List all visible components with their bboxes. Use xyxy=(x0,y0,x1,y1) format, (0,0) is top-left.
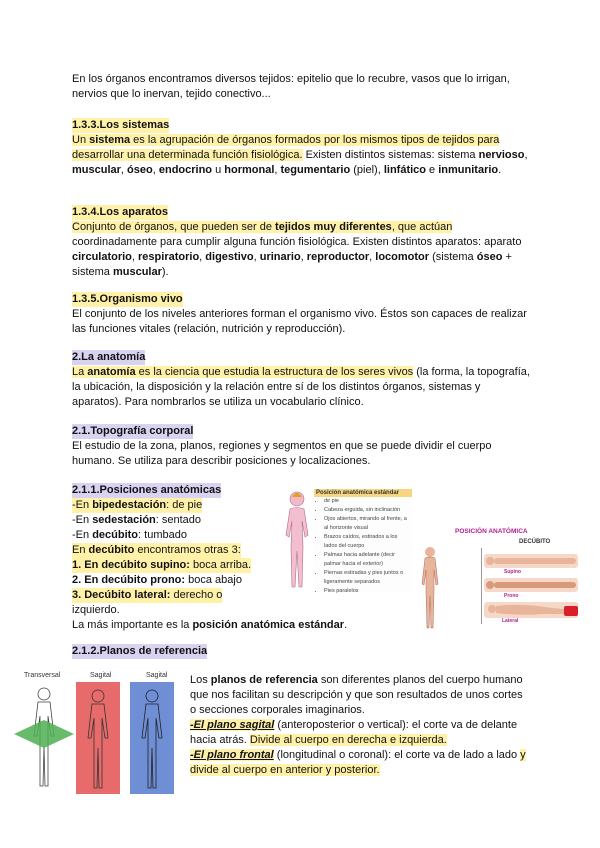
list-item: • Ojos abiertos, mirando al frente, a al horizonte visual xyxy=(324,515,412,533)
organismo-paragraph: El conjunto de los niveles anteriores forman el organismo vivo. Éstos son capaces de realizar las funciones vitales (relación, nutrición y reproducción). xyxy=(72,308,527,335)
decubito-panel xyxy=(481,548,582,624)
pos-line-3: -En decúbito: tumbado xyxy=(72,529,187,541)
pos-line-2: -En sedestación: sentado xyxy=(72,514,202,526)
plane-label-2: Sagital xyxy=(90,672,112,679)
list-item: • Pies paralelos xyxy=(324,587,412,596)
list-item: • Palmas hacia adelante (decir palmar hacia el exterior) xyxy=(324,551,412,569)
figure-planos xyxy=(14,672,182,794)
section-planos-text xyxy=(190,673,530,778)
pos-line-6: 2. En decúbito prono: boca abajo xyxy=(72,574,242,586)
heading-sistemas: 1.3.3.Los sistemas xyxy=(72,119,170,131)
body-sagittal-red xyxy=(76,682,120,794)
standard-position-title: Posición anatómica estándar xyxy=(314,489,412,497)
anatomia-paragraph: La anatomía es la ciencia que estudia la estructura de los seres vivos (la forma, la topografía, la ubicación, la disposición y la relación entre sí de los distintos órganos, sistemas y aparatos). Para nombrarlos se utiliza un vocabulario clínico. xyxy=(72,366,530,408)
sistemas-paragraph: Un sistema es la agrupación de órganos formados por los mismos tipos de tejidos para desarrollar una determinada función fisiológica. Existen distintos sistemas: sistema nervioso, muscular, óseo, endocrino u hormonal, tegumentario (piel), linfático e inmunitario. xyxy=(72,134,528,176)
list-item: • Cabeza erguida, sin inclinación xyxy=(324,506,412,515)
decubito-title: POSICIÓN ANATÓMICA xyxy=(455,528,528,535)
body-sagittal-blue xyxy=(130,682,174,794)
heading-topografia: 2.1.Topografía corporal xyxy=(72,425,194,437)
heading-planos: 2.1.2.Planos de referencia xyxy=(72,645,208,657)
section-anatomia xyxy=(72,350,532,410)
decubito-subtitle: DECÚBITO xyxy=(519,539,551,545)
list-item: • Piernas estiradas y pies juntos o ligeramente separados xyxy=(324,569,412,587)
figure-decubito xyxy=(415,528,583,626)
body-transverse xyxy=(14,688,74,786)
pos-line-4: En decúbito encontramos otras 3: xyxy=(72,544,241,556)
heading-aparatos: 1.3.4.Los aparatos xyxy=(72,206,168,218)
section-sistemas xyxy=(72,118,532,178)
pos-line-9: La más importante es la posición anatómica estándar. xyxy=(72,619,348,631)
section-organismo xyxy=(72,292,532,337)
list-item: • Brazos caídos, estirados a los lados del cuerpo xyxy=(324,533,412,551)
anatomical-figure xyxy=(415,544,445,632)
standard-position-card xyxy=(314,489,412,593)
plane-label-1: Transversal xyxy=(24,672,61,679)
planos-paragraph-frontal: -El plano frontal (longitudinal o coronal): el corte va de lado a lado y divide al cuerpo en anterior y posterior. xyxy=(190,749,526,776)
planos-paragraph-sagital: -El plano sagital (anteroposterior o vertical): el corte va de delante hacia atrás. Divide al cuerpo en derecha e izquierda. xyxy=(190,719,518,746)
standard-position-list xyxy=(314,497,412,596)
label-prono: Prono xyxy=(504,593,519,599)
figure-posicion-estandar xyxy=(272,487,414,599)
plane-label-3: Sagital xyxy=(146,672,168,679)
pos-line-1: -En bipedestación: de pie xyxy=(72,499,203,511)
lying-bodies xyxy=(482,548,582,624)
list-item: • de pie xyxy=(324,497,412,506)
heading-anatomia: 2.La anatomía xyxy=(72,351,146,363)
heading-organismo: 1.3.5.Organismo vivo xyxy=(72,293,183,305)
heading-posiciones: 2.1.1.Posiciones anatómicas xyxy=(72,484,222,496)
label-supino: Supino xyxy=(504,569,521,575)
pos-line-5: 1. En decúbito supino: boca arriba. xyxy=(72,559,252,571)
aparatos-paragraph: Conjunto de órganos, que pueden ser de tejidos muy diferentes, que actúan coordinadamente para cumplir alguna función fisiológica. Existen distintos aparatos: aparato circulatorio, respiratorio, digestivo, urinario, reproductor, locomotor (sistema óseo + sistema muscular). xyxy=(72,221,522,278)
label-lateral: Lateral xyxy=(502,618,519,624)
section-aparatos xyxy=(72,205,532,280)
planes-illustration xyxy=(14,682,182,794)
pos-line-7: 3. Decúbito lateral: derecho o xyxy=(72,589,223,601)
intro-paragraph: En los órganos encontramos diversos tejidos: epitelio que lo recubre, vasos que lo irrigan, nervios que lo inervan, tejido conectivo... xyxy=(72,73,510,100)
topografia-paragraph: El estudio de la zona, planos, regiones y segmentos en que se puede dividir el cuerpo humano. Se utiliza para describir posiciones y localizaciones. xyxy=(72,440,492,467)
section-planos-heading xyxy=(72,644,532,659)
planos-paragraph-1: Los planos de referencia son diferentes planos del cuerpo humano que nos facilitan su descripción y que son resultados de unos cortes o secciones corporales imaginarios. xyxy=(190,674,523,716)
section-topografia xyxy=(72,424,532,469)
pos-line-8: izquierdo. xyxy=(72,604,120,616)
